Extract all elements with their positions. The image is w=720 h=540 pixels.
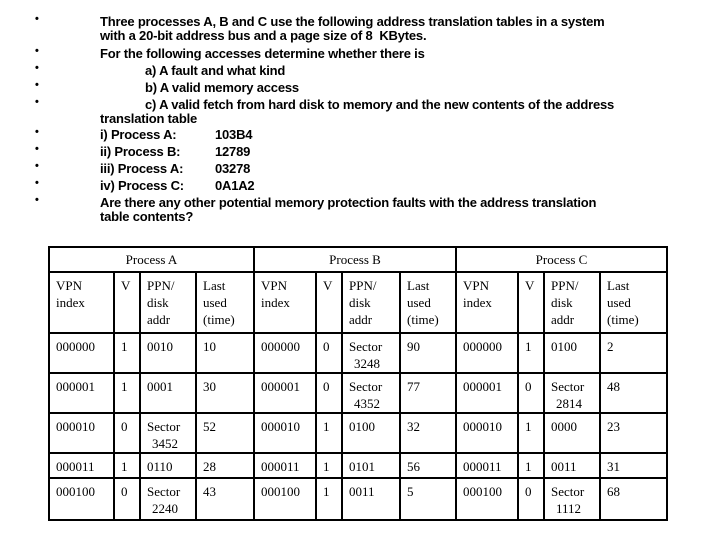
column-header-word: PPN/ bbox=[349, 278, 377, 293]
table-cell: 32 bbox=[400, 413, 456, 453]
bullet-icon: • bbox=[35, 96, 39, 108]
table-cell: 1 bbox=[114, 453, 140, 478]
table-cell: 000011 bbox=[254, 453, 316, 478]
bullet-icon: • bbox=[35, 194, 39, 206]
table-cell: 28 bbox=[196, 453, 254, 478]
item-address: 03278 bbox=[215, 161, 251, 176]
column-header-row bbox=[49, 272, 667, 333]
column-header bbox=[544, 272, 600, 333]
process-header: Process B bbox=[254, 247, 456, 272]
table-cell: 1 bbox=[316, 478, 342, 520]
column-header-word: used bbox=[203, 295, 227, 310]
column-header-word: V bbox=[121, 278, 131, 293]
table-cell: 1 bbox=[114, 333, 140, 373]
column-header bbox=[456, 272, 518, 333]
column-header-word: V bbox=[525, 278, 535, 293]
table-cell: 0011 bbox=[544, 453, 600, 478]
bullet-icon: • bbox=[35, 45, 39, 57]
sector-number: 3248 bbox=[354, 356, 380, 371]
table-cell: 0 bbox=[316, 373, 342, 413]
table-cell bbox=[544, 373, 600, 413]
column-header-word: VPN bbox=[463, 278, 490, 293]
table-cell: 68 bbox=[600, 478, 667, 520]
table-cell: 5 bbox=[400, 478, 456, 520]
table-cell: 000011 bbox=[49, 453, 114, 478]
table-cell: 1 bbox=[518, 333, 544, 373]
item-label: iii) Process A: bbox=[100, 161, 184, 176]
item-text: table contents? bbox=[100, 209, 194, 224]
item-text: translation table bbox=[100, 111, 198, 126]
column-header-word: Last bbox=[607, 278, 630, 293]
table-cell: 000001 bbox=[456, 373, 518, 413]
column-header-word: index bbox=[56, 295, 85, 310]
column-header-word: (time) bbox=[407, 312, 439, 327]
table-cell: 000010 bbox=[456, 413, 518, 453]
table-cell: 43 bbox=[196, 478, 254, 520]
process-header: Process A bbox=[49, 247, 254, 272]
sector-number: 3452 bbox=[152, 436, 178, 451]
column-header-word: index bbox=[463, 295, 492, 310]
sector-number: 2240 bbox=[152, 501, 178, 516]
table-row bbox=[49, 413, 667, 453]
column-header-word: VPN bbox=[56, 278, 83, 293]
table-cell: 2 bbox=[600, 333, 667, 373]
column-header-word: Last bbox=[203, 278, 226, 293]
bullet-icon: • bbox=[35, 62, 39, 74]
table-cell: 0011 bbox=[342, 478, 400, 520]
column-header bbox=[114, 272, 140, 333]
table-cell: 000100 bbox=[456, 478, 518, 520]
table-cell: 77 bbox=[400, 373, 456, 413]
table-cell: 0 bbox=[114, 413, 140, 453]
bullet-icon: • bbox=[35, 143, 39, 155]
column-header-word: (time) bbox=[203, 312, 235, 327]
table-cell bbox=[140, 478, 196, 520]
table-cell: 1 bbox=[518, 413, 544, 453]
column-header bbox=[400, 272, 456, 333]
table-cell: 1 bbox=[316, 413, 342, 453]
sector-number: 2814 bbox=[556, 396, 582, 411]
sector-label: Sector bbox=[349, 379, 383, 394]
address-translation-tables bbox=[48, 246, 668, 521]
sector-label: Sector bbox=[349, 339, 383, 354]
table-cell: 0100 bbox=[342, 413, 400, 453]
table-cell: 000100 bbox=[49, 478, 114, 520]
column-header bbox=[254, 272, 316, 333]
table-cell: 000000 bbox=[254, 333, 316, 373]
table-cell: 10 bbox=[196, 333, 254, 373]
bullet-icon: • bbox=[35, 79, 39, 91]
table-cell bbox=[140, 413, 196, 453]
table-cell: 0101 bbox=[342, 453, 400, 478]
table-cell: 0 bbox=[316, 333, 342, 373]
item-label: iv) Process C: bbox=[100, 178, 184, 193]
table-cell: 000000 bbox=[49, 333, 114, 373]
column-header bbox=[600, 272, 667, 333]
bullet-icon: • bbox=[35, 177, 39, 189]
column-header-word: Last bbox=[407, 278, 430, 293]
column-header-word: addr bbox=[349, 312, 373, 327]
column-header bbox=[196, 272, 254, 333]
table-cell: 0001 bbox=[140, 373, 196, 413]
table-cell: 23 bbox=[600, 413, 667, 453]
process-header-row bbox=[49, 247, 667, 272]
sector-label: Sector bbox=[147, 419, 181, 434]
item-text: For the following accesses determine whether there is bbox=[100, 46, 425, 61]
column-header bbox=[140, 272, 196, 333]
item-text: with a 20-bit address bus and a page size of 8 KBytes. bbox=[100, 28, 427, 43]
sector-label: Sector bbox=[147, 484, 181, 499]
item-text: a) A fault and what kind bbox=[145, 63, 286, 78]
table-cell: 000010 bbox=[49, 413, 114, 453]
item-text: c) A valid fetch from hard disk to memory and the new contents of the address bbox=[145, 97, 615, 112]
process-header: Process C bbox=[456, 247, 667, 272]
item-address: 12789 bbox=[215, 144, 251, 159]
column-header-word: disk bbox=[349, 295, 371, 310]
column-header-word: addr bbox=[147, 312, 171, 327]
table-cell: 0 bbox=[114, 478, 140, 520]
table-cell bbox=[342, 333, 400, 373]
table-cell: 000001 bbox=[254, 373, 316, 413]
column-header bbox=[342, 272, 400, 333]
sector-number: 1112 bbox=[556, 501, 582, 516]
table-cell: 48 bbox=[600, 373, 667, 413]
column-header-word: PPN/ bbox=[147, 278, 175, 293]
table-cell: 52 bbox=[196, 413, 254, 453]
bullet-icon: • bbox=[35, 126, 39, 138]
table-row bbox=[49, 453, 667, 478]
column-header-word: PPN/ bbox=[551, 278, 579, 293]
column-header-word: used bbox=[407, 295, 431, 310]
table-cell bbox=[342, 373, 400, 413]
table-cell: 0 bbox=[518, 478, 544, 520]
table-cell: 0000 bbox=[544, 413, 600, 453]
bullet-icon: • bbox=[35, 13, 39, 25]
column-header bbox=[49, 272, 114, 333]
column-header-word: index bbox=[261, 295, 290, 310]
table-cell: 000000 bbox=[456, 333, 518, 373]
table-cell: 000010 bbox=[254, 413, 316, 453]
table-cell: 31 bbox=[600, 453, 667, 478]
table-cell: 1 bbox=[114, 373, 140, 413]
bullet-icon: • bbox=[35, 160, 39, 172]
table-cell: 1 bbox=[316, 453, 342, 478]
table-cell: 000100 bbox=[254, 478, 316, 520]
column-header bbox=[518, 272, 544, 333]
table-cell: 30 bbox=[196, 373, 254, 413]
item-address: 103B4 bbox=[215, 127, 253, 142]
table-row bbox=[49, 373, 667, 413]
sector-number: 4352 bbox=[354, 396, 380, 411]
table-cell: 0 bbox=[518, 373, 544, 413]
table-cell bbox=[544, 478, 600, 520]
table-cell: 0100 bbox=[544, 333, 600, 373]
item-label: ii) Process B: bbox=[100, 144, 181, 159]
column-header-word: addr bbox=[551, 312, 575, 327]
item-label: i) Process A: bbox=[100, 127, 177, 142]
sector-label: Sector bbox=[551, 379, 585, 394]
item-text: Three processes A, B and C use the following address translation tables in a system bbox=[100, 14, 605, 29]
column-header-word: used bbox=[607, 295, 631, 310]
table-cell: 56 bbox=[400, 453, 456, 478]
item-text: Are there any other potential memory protection faults with the address translation bbox=[100, 195, 597, 210]
table-cell: 000001 bbox=[49, 373, 114, 413]
item-text: b) A valid memory access bbox=[145, 80, 299, 95]
table-cell: 90 bbox=[400, 333, 456, 373]
table-cell: 0110 bbox=[140, 453, 196, 478]
column-header bbox=[316, 272, 342, 333]
table-row bbox=[49, 478, 667, 520]
sector-label: Sector bbox=[551, 484, 585, 499]
table-cell: 1 bbox=[518, 453, 544, 478]
table-row bbox=[49, 333, 667, 373]
column-header-word: V bbox=[323, 278, 333, 293]
column-header-word: disk bbox=[147, 295, 169, 310]
column-header-word: disk bbox=[551, 295, 573, 310]
column-header-word: (time) bbox=[607, 312, 639, 327]
table-cell: 0010 bbox=[140, 333, 196, 373]
item-address: 0A1A2 bbox=[215, 178, 255, 193]
table-cell: 000011 bbox=[456, 453, 518, 478]
column-header-word: VPN bbox=[261, 278, 288, 293]
